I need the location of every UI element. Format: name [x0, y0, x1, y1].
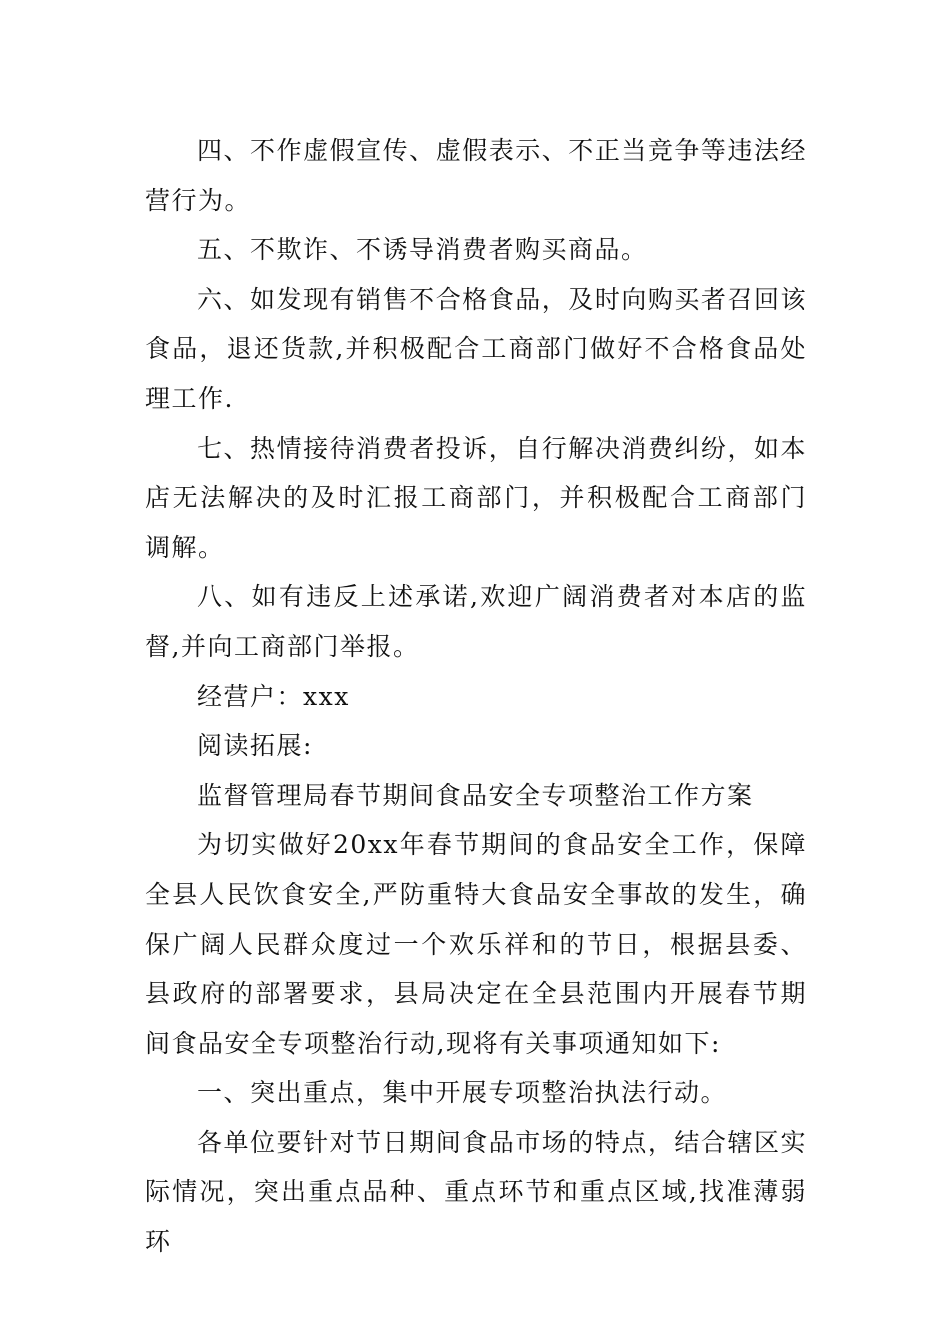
section-heading-1: 一、突出重点，集中开展专项整治执法行动。 — [197, 1078, 728, 1108]
section-title: 监督管理局春节期间食品安全专项整治工作方案 — [197, 780, 754, 810]
reading-extension-label: 阅读拓展: — [197, 731, 313, 761]
signature-line: 经营户：xxx — [197, 681, 350, 711]
intro-paragraph: 为切实做好20xx年春节期间的食品安全工作，保障全县人民饮食安全,严防重特大食品安全事故的发生，确保广阔人民群众度过一个欢乐祥和的节日，根据县委、县政府的部署要求，县局决定在全县范围内开展春节期间食品安全专项整治行动,现将有关事项通知如下: — [145, 830, 807, 1058]
paragraph-item-4: 四、不作虚假宣传、虚假表示、不正当竞争等违法经营行为。 — [145, 136, 807, 215]
paragraph-item-5: 五、不欺诈、不诱导消费者购买商品。 — [197, 235, 648, 265]
document-body — [145, 126, 807, 1267]
paragraph-item-8: 八、如有违反上述承诺,欢迎广阔消费者对本店的监督,并向工商部门举报。 — [145, 582, 807, 661]
body-paragraph: 各单位要针对节日期间食品市场的特点，结合辖区实际情况，突出重点品种、重点环节和重点区域,找准薄弱环 — [145, 1127, 807, 1257]
paragraph-item-7: 七、热情接待消费者投诉，自行解决消费纠纷，如本店无法解决的及时汇报工商部门，并积极配合工商部门调解。 — [145, 433, 807, 562]
paragraph-item-6: 六、如发现有销售不合格食品，及时向购买者召回该食品，退还货款,并积极配合工商部门做好不合格食品处理工作. — [145, 284, 807, 413]
